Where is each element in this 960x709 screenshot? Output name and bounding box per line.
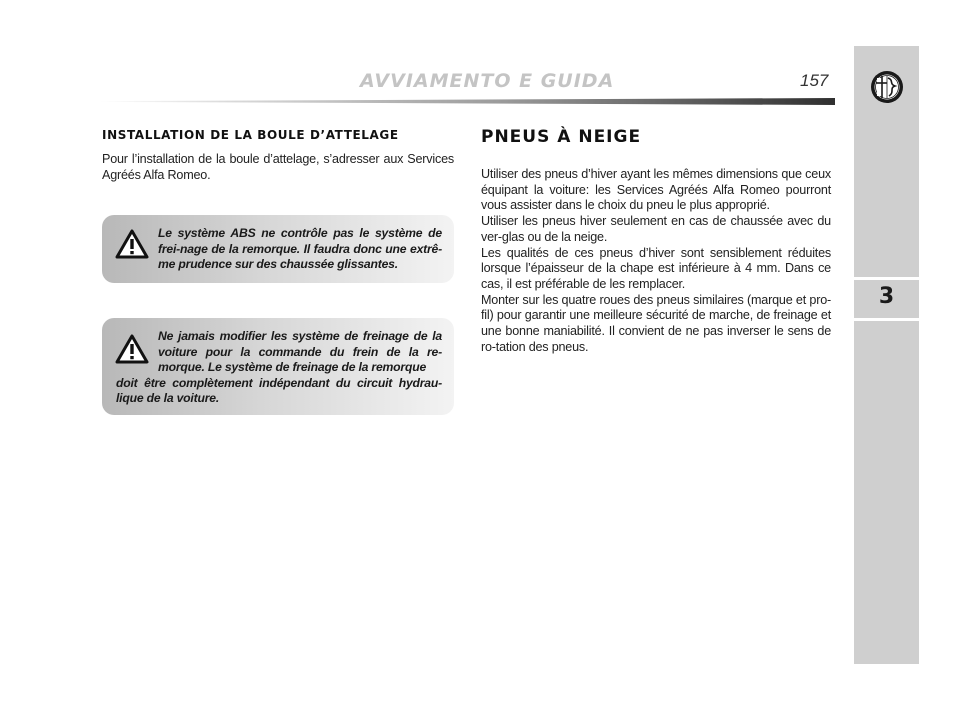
warning-triangle-icon bbox=[115, 334, 149, 364]
warning-text-indented: Le système ABS ne contrôle pas le système de frei-nage de la remorque. Il faudra donc une extrê-me prudence sur des chaussée glissantes. bbox=[158, 226, 442, 271]
page-number: 157 bbox=[800, 71, 829, 90]
tab-divider bbox=[854, 277, 919, 280]
warning-triangle-icon bbox=[115, 229, 149, 259]
warning-box bbox=[102, 318, 454, 415]
section-heading-trailer-hitch: INSTALLATION DE LA BOULE D’ATTELAGE bbox=[102, 128, 399, 142]
left-column bbox=[102, 128, 454, 183]
warning-text bbox=[116, 226, 442, 273]
header-rule bbox=[100, 98, 835, 105]
chapter-side-tab bbox=[854, 46, 919, 664]
alfa-romeo-logo-icon bbox=[870, 70, 904, 104]
paragraph: Monter sur les quatre roues des pneus similaires (marque et pro-fil) pour garantir une meilleure sécurité de marche, de freinage et une bonne maniabilité. Il convient de ne pas inverser le sens de ro-tation des pneus. bbox=[481, 292, 831, 354]
warning-box bbox=[102, 215, 454, 283]
warning-text-full: doit être complètement indépendant du circuit hydrau-lique de la voiture. bbox=[116, 375, 442, 405]
warning-text-indented: Ne jamais modifier les système de freinage de la voiture pour la commande du frein de la re-morque. Le système de freinage de la remorque bbox=[158, 329, 442, 374]
paragraph: Utiliser les pneus hiver seulement en cas de chaussée avec du ver-glas ou de la neige. bbox=[481, 214, 831, 244]
body-text bbox=[481, 167, 831, 355]
section-heading-snow-tires: PNEUS À NEIGE bbox=[481, 127, 642, 147]
paragraph: Utiliser des pneus d’hiver ayant les mêmes dimensions que ceux équipant la voiture: les Services Agréés Alfa Romeo pourront vous assister dans le choix du pneu le plus approprié. bbox=[481, 167, 831, 213]
chapter-title: AVVIAMENTO E GUIDA bbox=[360, 70, 615, 92]
warning-text bbox=[116, 329, 442, 407]
chapter-number: 3 bbox=[878, 284, 895, 309]
paragraph: Pour l’installation de la boule d’attelage, s’adresser aux Services Agréés Alfa Romeo. bbox=[102, 152, 454, 182]
right-column bbox=[481, 128, 831, 355]
tab-divider bbox=[854, 318, 919, 321]
paragraph: Les qualités de ces pneus d’hiver sont sensiblement réduites lorsque l’épaisseur de la chape est inférieure à 4 mm. Dans ce cas, il est préférable de les remplacer. bbox=[481, 245, 831, 291]
